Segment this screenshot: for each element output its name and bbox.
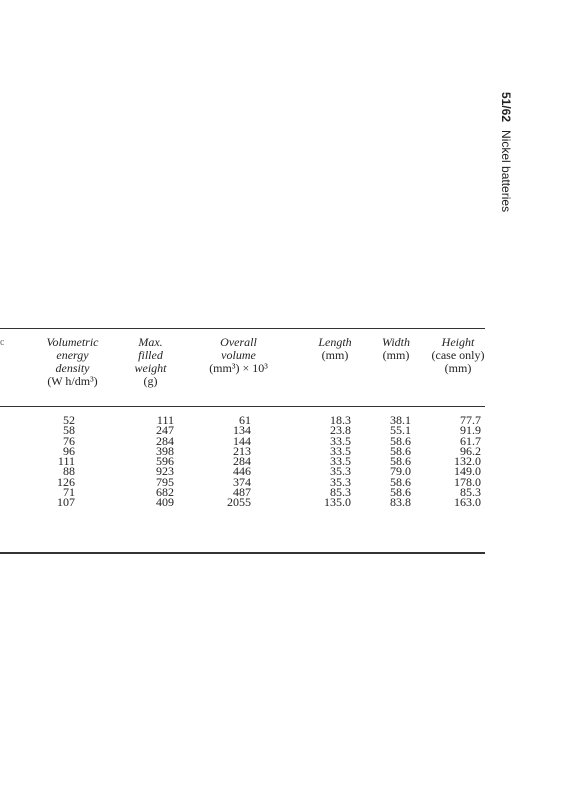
table-cell: 2055 [227, 495, 251, 510]
table-cell: 71 [63, 485, 75, 500]
table-cell: 61 [239, 413, 251, 427]
table-cell: 35.3 [330, 474, 351, 489]
header-overall-volume: Overall volume (mm³) × 10³ [209, 335, 268, 375]
table-cell: 23.8 [330, 423, 351, 438]
table-cell: 163.0 [454, 495, 481, 510]
table-cell: 247 [156, 423, 174, 438]
table-cell: 77.7 [460, 413, 481, 427]
table-cell: 33.5 [330, 443, 351, 458]
table-cell: 76 [63, 433, 75, 448]
table-cell: 107 [57, 495, 75, 510]
table-cell: 374 [233, 474, 251, 489]
table-cell: 111 [57, 454, 75, 469]
table-top-rule [0, 328, 485, 329]
table-cell: 58 [63, 423, 75, 438]
table-cell: 284 [233, 454, 251, 469]
running-head [498, 92, 514, 212]
table-cell: 33.5 [330, 454, 351, 469]
table-cell: 83.8 [390, 495, 411, 510]
table-cell: 596 [156, 454, 174, 469]
table-cell: 91.9 [460, 423, 481, 438]
table-row [0, 497, 485, 507]
table-cell: 58.6 [390, 485, 411, 500]
table-cell: 58.6 [390, 443, 411, 458]
table-cell: 61.7 [460, 433, 481, 448]
table-cell: 96.2 [460, 443, 481, 458]
table-cell: 38.1 [390, 413, 411, 427]
table-cell: 52 [63, 413, 75, 427]
header-length: Length (mm) [318, 335, 352, 362]
table-cell: 35.3 [330, 464, 351, 479]
table-cell: 96 [63, 443, 75, 458]
table-bottom-rule [0, 552, 485, 554]
header-width: Width (mm) [381, 335, 410, 362]
table-cell: 682 [156, 485, 174, 500]
table-cell: 132.0 [454, 454, 481, 469]
section-title: Nickel batteries [499, 130, 513, 213]
table-cell: 55.1 [390, 423, 411, 438]
table-cell: 149.0 [454, 464, 481, 479]
table-cell: 58.6 [390, 474, 411, 489]
battery-specs-table [0, 336, 485, 508]
table-cell: 178.0 [454, 474, 481, 489]
table-header-row [0, 336, 485, 406]
table-cell: 85.3 [330, 485, 351, 500]
header-height: Height (case only) (mm) [431, 335, 485, 375]
table-cell: 79.0 [390, 464, 411, 479]
header-volumetric-energy-density: Volumetric energy density (W h/dm³) [46, 335, 99, 388]
page-number: 51/62 [499, 92, 513, 123]
table-cell: 18.3 [330, 413, 351, 427]
clipped-text-fragment: c [0, 337, 5, 348]
table-cell: 58.6 [390, 433, 411, 448]
header-max-filled-weight: Max. filled weight (g) [134, 335, 167, 388]
table-cell: 398 [156, 443, 174, 458]
table-cell: 135.0 [324, 495, 351, 510]
table-cell: 923 [156, 464, 174, 479]
table-cell: 144 [233, 433, 251, 448]
table-cell: 284 [156, 433, 174, 448]
table-cell: 213 [233, 443, 251, 458]
table-cell: 409 [156, 495, 174, 510]
table-cell: 795 [156, 474, 174, 489]
table-cell: 85.3 [460, 485, 481, 500]
table-cell: 58.6 [390, 454, 411, 469]
table-cell: 134 [233, 423, 251, 438]
table-cell: 111 [156, 413, 174, 427]
table-cell: 88 [63, 464, 75, 479]
table-cell: 446 [233, 464, 251, 479]
table-cell: 33.5 [330, 433, 351, 448]
table-cell: 126 [57, 474, 75, 489]
table-cell: 487 [233, 485, 251, 500]
